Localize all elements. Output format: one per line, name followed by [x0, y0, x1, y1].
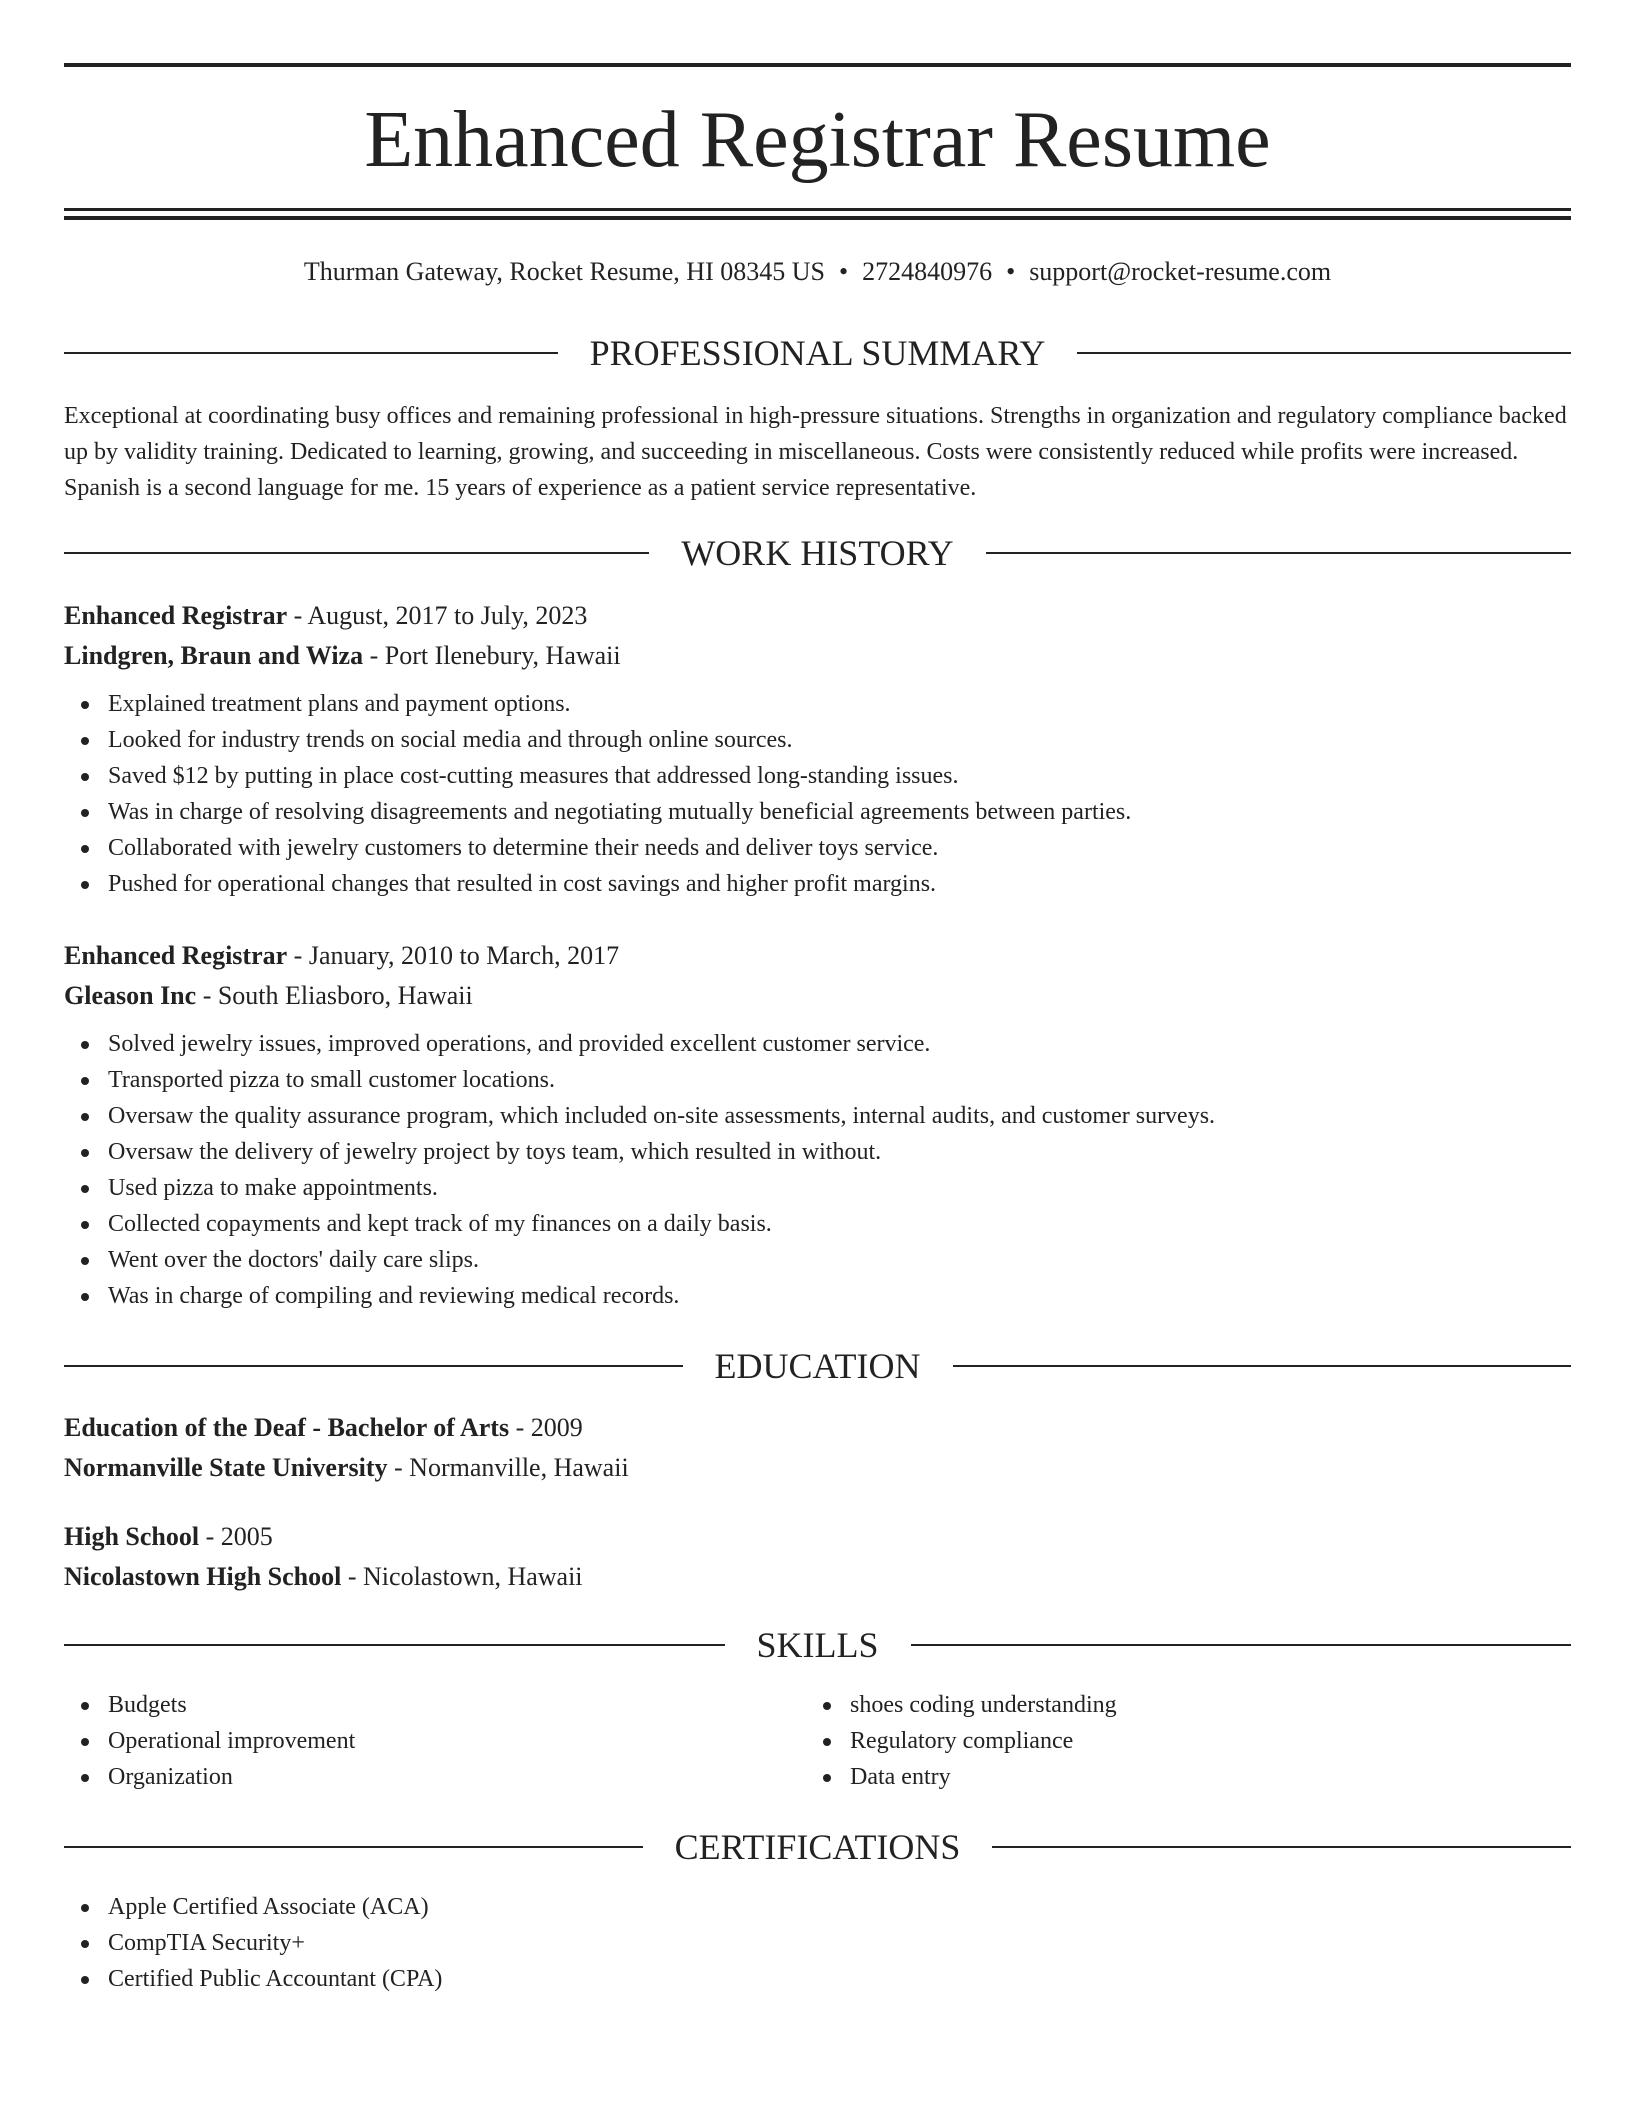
education-degree-line	[64, 1517, 1571, 1557]
section-rule	[992, 1846, 1571, 1848]
certification-item: CompTIA Security+	[64, 1925, 1571, 1961]
list-item: Saved $12 by putting in place cost-cutting measures that addressed long-standing issues.	[64, 758, 1571, 794]
education-school-line	[64, 1448, 1571, 1488]
skill-item: Regulatory compliance	[806, 1723, 1506, 1759]
section-rule	[64, 352, 558, 354]
job-bullets	[64, 1026, 1571, 1314]
contact-line	[64, 255, 1571, 289]
job-entry	[64, 596, 1571, 902]
job-title-line	[64, 936, 1571, 976]
education-entry	[64, 1517, 1571, 1597]
section-title-work: WORK HISTORY	[681, 533, 954, 573]
contact-email: support@rocket-resume.com	[1029, 257, 1332, 286]
list-item: Collaborated with jewelry customers to determine their needs and deliver toys service.	[64, 830, 1571, 866]
job-title-line	[64, 596, 1571, 636]
section-rule	[953, 1365, 1572, 1367]
skills-column-left	[64, 1687, 764, 1795]
job-title: Enhanced Registrar	[64, 941, 288, 970]
list-item: Explained treatment plans and payment options.	[64, 686, 1571, 722]
education-degree: High School	[64, 1522, 200, 1551]
section-header-summary	[64, 331, 1571, 375]
education-degree-line	[64, 1408, 1571, 1448]
list-item: Used pizza to make appointments.	[64, 1170, 1571, 1206]
certifications-list	[64, 1889, 1571, 1997]
summary-paragraph: Exceptional at coordinating busy offices and remaining professional in high-pressure situations. Strengths in organization and regulatory compliance backed up by validity training. Dedicated to learning, growing, and succeeding in miscellaneous. Costs were consistently reduced while profits were increased. Spanish is a second language for me. 15 years of experience as a patient service representative.	[64, 403, 1567, 501]
skills-list	[806, 1687, 1506, 1795]
contact-phone: 2724840976	[862, 257, 993, 286]
section-title-skills: SKILLS	[756, 1625, 879, 1665]
list-item: Went over the doctors' daily care slips.	[64, 1242, 1571, 1278]
education-school-line	[64, 1557, 1571, 1597]
job-location: - Port Ilenebury, Hawaii	[363, 641, 621, 670]
skill-item: shoes coding understanding	[806, 1687, 1506, 1723]
section-header-education	[64, 1344, 1571, 1388]
skills-column-right	[806, 1687, 1506, 1795]
contact-address: Thurman Gateway, Rocket Resume, HI 08345 US	[303, 257, 825, 286]
list-item: Was in charge of resolving disagreements and negotiating mutually beneficial agreements between parties.	[64, 794, 1571, 830]
section-rule	[1077, 352, 1571, 354]
list-item: Pushed for operational changes that resulted in cost savings and higher profit margins.	[64, 866, 1571, 902]
job-dates: - January, 2010 to March, 2017	[287, 941, 620, 970]
job-company-line	[64, 976, 1571, 1016]
section-rule	[64, 552, 649, 554]
section-rule	[64, 1846, 643, 1848]
list-item: Oversaw the quality assurance program, which included on-site assessments, internal audits, and customer surveys.	[64, 1098, 1571, 1134]
job-title: Enhanced Registrar	[64, 601, 288, 630]
section-rule	[64, 1365, 683, 1367]
section-rule	[64, 1644, 725, 1646]
resume-title: Enhanced Registrar Resume	[364, 96, 1271, 184]
education-year: - 2005	[199, 1522, 273, 1551]
education-location: - Normanville, Hawaii	[387, 1453, 629, 1482]
certifications-block	[64, 1889, 1571, 1997]
contact-separator: •	[838, 257, 849, 286]
education-school: Normanville State University	[64, 1453, 388, 1482]
section-header-work	[64, 531, 1571, 575]
section-title-certifications: CERTIFICATIONS	[674, 1827, 961, 1867]
education-degree: Education of the Deaf - Bachelor of Arts	[64, 1413, 510, 1442]
skill-item: Operational improvement	[64, 1723, 764, 1759]
list-item: Collected copayments and kept track of my finances on a daily basis.	[64, 1206, 1571, 1242]
section-title-education: EDUCATION	[714, 1346, 921, 1386]
certification-item: Apple Certified Associate (ACA)	[64, 1889, 1571, 1925]
list-item: Transported pizza to small customer locations.	[64, 1062, 1571, 1098]
education-entry	[64, 1408, 1571, 1488]
contact-separator: •	[1006, 257, 1016, 286]
job-dates: - August, 2017 to July, 2023	[287, 601, 588, 630]
job-company-line	[64, 636, 1571, 676]
section-rule	[986, 552, 1571, 554]
section-rule	[911, 1644, 1572, 1646]
top-rule	[64, 63, 1571, 67]
job-company: Gleason Inc	[64, 981, 197, 1010]
list-item: Solved jewelry issues, improved operations, and provided excellent customer service.	[64, 1026, 1571, 1062]
section-title-summary: PROFESSIONAL SUMMARY	[589, 333, 1046, 373]
list-item: Oversaw the delivery of jewelry project by toys team, which resulted in without.	[64, 1134, 1571, 1170]
title-double-rule	[64, 208, 1571, 220]
job-entry	[64, 936, 1571, 1314]
skill-item: Data entry	[806, 1759, 1506, 1795]
education-year: - 2009	[509, 1413, 583, 1442]
certification-item: Certified Public Accountant (CPA)	[64, 1961, 1571, 1997]
skills-list	[64, 1687, 764, 1795]
job-bullets	[64, 686, 1571, 902]
list-item: Was in charge of compiling and reviewing medical records.	[64, 1278, 1571, 1314]
job-location: - South Eliasboro, Hawaii	[196, 981, 473, 1010]
list-item: Looked for industry trends on social media and through online sources.	[64, 722, 1571, 758]
job-company: Lindgren, Braun and Wiza	[64, 641, 364, 670]
skill-item: Budgets	[64, 1687, 764, 1723]
section-header-certifications	[64, 1825, 1571, 1869]
education-school: Nicolastown High School	[64, 1562, 342, 1591]
skill-item: Organization	[64, 1759, 764, 1795]
section-header-skills	[64, 1623, 1571, 1667]
education-location: - Nicolastown, Hawaii	[341, 1562, 583, 1591]
